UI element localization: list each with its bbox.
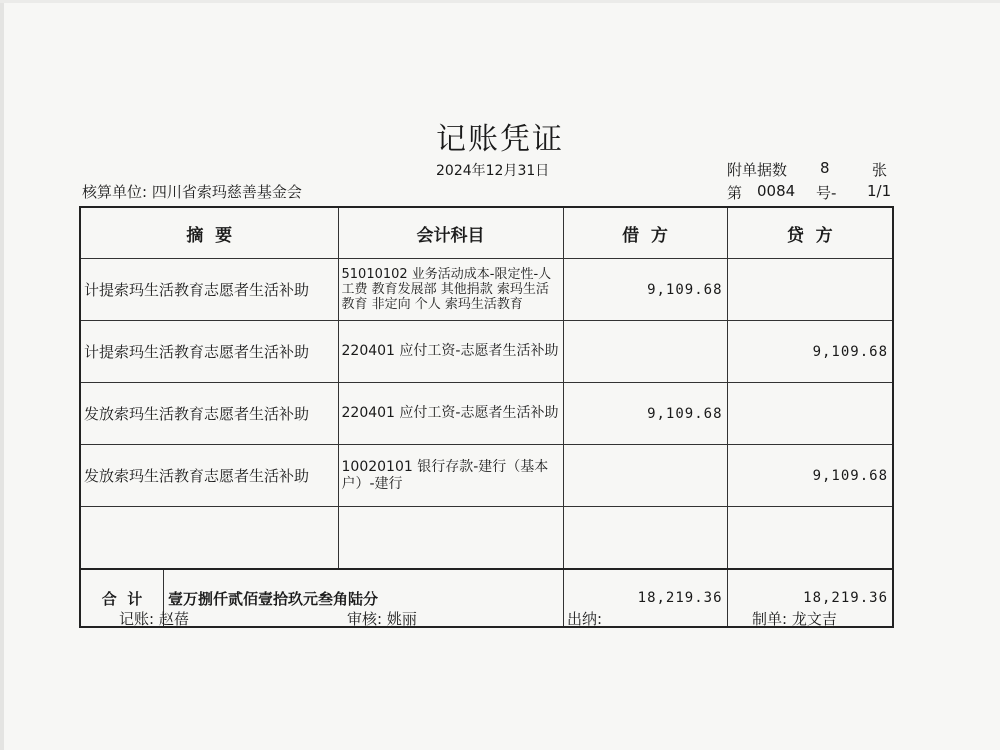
cashier-label: 出纳: xyxy=(567,610,603,628)
row-summary: 计提索玛生活教育志愿者生活补助 xyxy=(80,259,338,321)
row-account: 220401 应付工资-志愿者生活补助 xyxy=(338,383,563,445)
table-row xyxy=(80,259,893,321)
preparer-name: 龙文吉 xyxy=(791,610,837,628)
voucher-no-value: 0084 xyxy=(757,182,796,200)
row-account: 220401 应付工资-志愿者生活补助 xyxy=(338,321,563,383)
row-account: 51010102 业务活动成本-限定性-人工费 教育发展部 其他捐款 索玛生活教育 非定向 个人 索玛生活教育 xyxy=(338,259,563,321)
row-credit: 9,109.68 xyxy=(727,445,893,507)
attachment-label: 附单据数 xyxy=(727,161,788,179)
voucher-date: 2024年12月31日 xyxy=(436,163,550,179)
row-debit xyxy=(563,507,727,570)
total-debit: 18,219.36 xyxy=(563,569,727,627)
reviewer-signature xyxy=(347,608,417,629)
row-credit: 9,109.68 xyxy=(727,321,893,383)
reviewer-label: 审核: xyxy=(347,610,383,628)
voucher-title: 记账凭证 xyxy=(436,122,564,157)
total-credit: 18,219.36 xyxy=(727,569,893,627)
total-label: 合 计 xyxy=(81,570,164,626)
bookkeeper-name: 赵蓓 xyxy=(158,610,189,628)
header-summary: 摘 要 xyxy=(80,207,338,259)
accounting-unit-label: 核算单位: xyxy=(82,183,148,201)
row-credit xyxy=(727,383,893,445)
row-account: 10020101 银行存款-建行（基本户）-建行 xyxy=(338,445,563,507)
table-row xyxy=(80,321,893,383)
preparer-signature xyxy=(752,608,837,629)
row-account xyxy=(338,507,563,570)
voucher-no-prefix: 第 xyxy=(727,184,743,202)
bookkeeper-signature xyxy=(119,608,189,629)
reviewer-name: 姚丽 xyxy=(386,610,417,628)
row-summary: 计提索玛生活教育志愿者生活补助 xyxy=(80,321,338,383)
voucher-no-suffix: 号- xyxy=(816,184,837,202)
scan-edge-top xyxy=(0,0,1000,3)
table-row xyxy=(80,445,893,507)
attachment-unit: 张 xyxy=(872,161,888,179)
attachment-number: 8 xyxy=(820,159,830,177)
table-row xyxy=(80,383,893,445)
row-debit: 9,109.68 xyxy=(563,259,727,321)
row-debit: 9,109.68 xyxy=(563,383,727,445)
row-summary: 发放索玛生活教育志愿者生活补助 xyxy=(80,383,338,445)
row-credit xyxy=(727,507,893,570)
table-row-empty xyxy=(80,507,893,570)
row-debit xyxy=(563,321,727,383)
voucher-page: 1/1 xyxy=(867,182,892,200)
bookkeeper-label: 记账: xyxy=(119,610,155,628)
scan-edge xyxy=(0,0,4,750)
accounting-unit xyxy=(82,181,302,202)
row-credit xyxy=(727,259,893,321)
header-debit: 借 方 xyxy=(563,207,727,259)
row-debit xyxy=(563,445,727,507)
header-account: 会计科目 xyxy=(338,207,563,259)
attachment-count xyxy=(727,159,888,180)
header-credit: 贷 方 xyxy=(727,207,893,259)
cashier-signature xyxy=(567,608,602,629)
accounting-unit-name: 四川省索玛慈善基金会 xyxy=(151,183,302,201)
table-header-row xyxy=(80,207,893,259)
row-summary xyxy=(80,507,338,570)
preparer-label: 制单: xyxy=(752,610,788,628)
voucher-table xyxy=(79,206,894,628)
total-in-words: 壹万捌仟贰佰壹拾玖元叁角陆分 xyxy=(168,589,379,608)
row-summary: 发放索玛生活教育志愿者生活补助 xyxy=(80,445,338,507)
